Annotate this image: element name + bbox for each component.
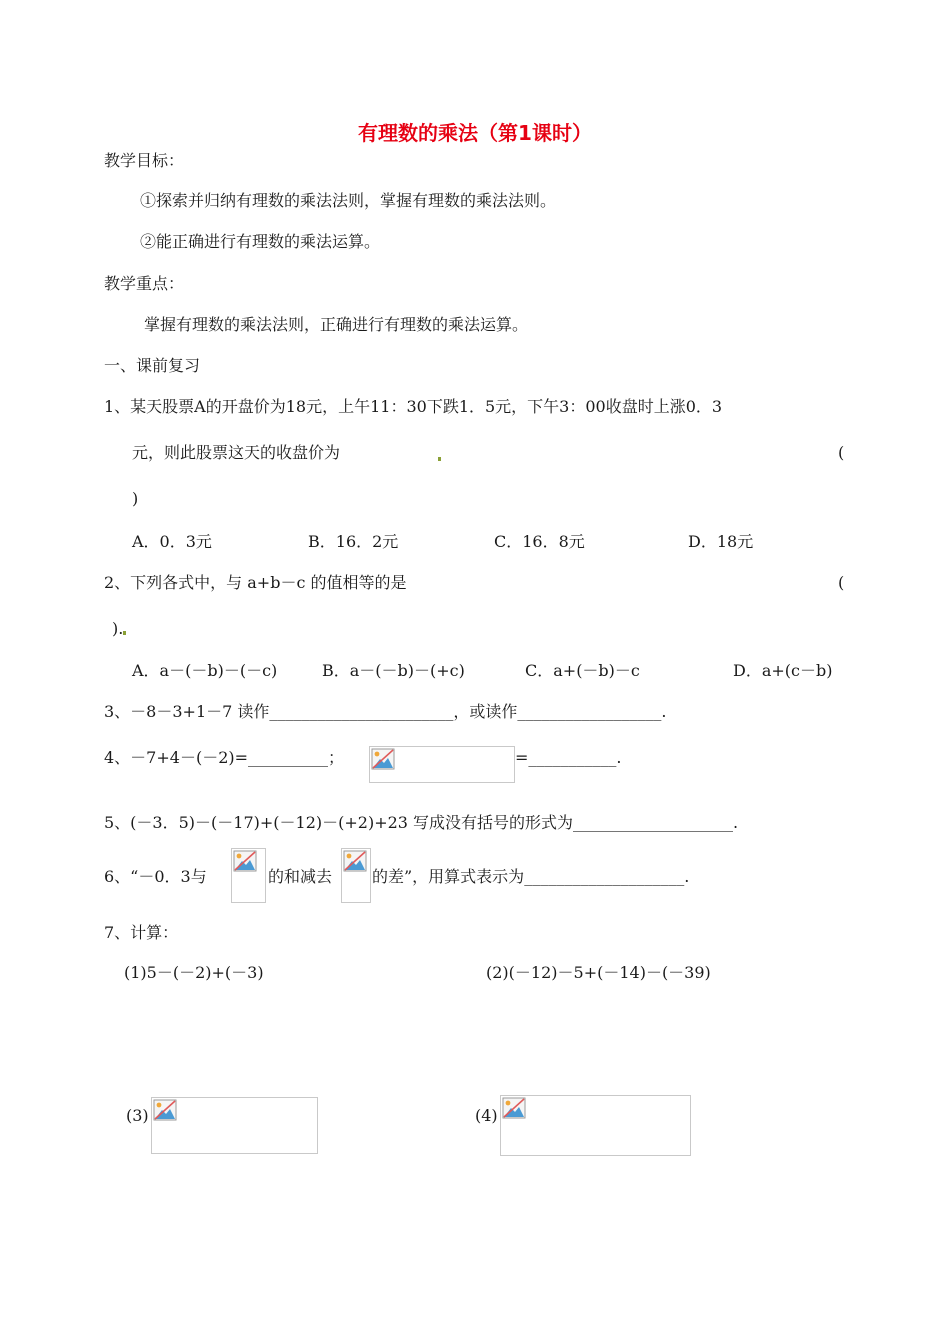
q4-blank-1: __________	[248, 748, 329, 767]
q3-blank-1: _______________________	[269, 702, 454, 721]
q7-heading: 7、计算：	[104, 923, 179, 942]
objectives-heading: 教学目标：	[104, 151, 185, 170]
section-heading-review: 一、课前复习	[104, 356, 201, 375]
q7-part-4-label: (4)	[475, 1106, 498, 1125]
q4-text: 4、－7+4－(－2)=	[104, 748, 249, 767]
q2-paren-close: ).	[112, 619, 124, 638]
q4-period: .	[616, 748, 622, 767]
q7-part-3-formula-image	[151, 1097, 318, 1154]
q2-option-b: B．a－(－b)－(+c)	[322, 661, 465, 680]
q3-period: .	[661, 702, 667, 721]
q4-blank-2: ___________	[528, 748, 617, 767]
q5-blank: ____________________	[573, 813, 734, 832]
objective-item-2: ②能正确进行有理数的乘法运算。	[140, 232, 381, 251]
objective-item-1: ①探索并归纳有理数的乘法法则，掌握有理数的乘法法则。	[140, 191, 557, 210]
q5-period: .	[733, 813, 739, 832]
broken-image-icon	[502, 1097, 526, 1119]
q7-part-2: (2)(－12)－5+(－14)－(－39)	[486, 963, 711, 982]
q6-formula-image-1	[231, 848, 266, 903]
q7-part-1: (1)5－(－2)+(－3)	[124, 963, 264, 982]
q4-line-left	[104, 748, 344, 768]
q3-line	[104, 702, 667, 722]
q2-stem: 2、下列各式中，与 a+b－c 的值相等的是	[104, 573, 407, 592]
q1-paren-close: )	[132, 489, 139, 508]
q1-paren-open: (	[838, 443, 845, 462]
q3-text-mid: ，或读作	[453, 702, 518, 721]
broken-image-icon	[343, 850, 367, 872]
q6-formula-image-2	[341, 848, 371, 903]
q2-option-d: D．a+(c－b)	[733, 661, 833, 680]
key-points-text: 掌握有理数的乘法法则，正确进行有理数的乘法运算。	[144, 315, 529, 334]
q6-line-end	[372, 867, 689, 887]
q5-text: 5、(－3．5)－(－17)+(－12)－(+2)+23 写成没有括号的形式为	[104, 813, 574, 832]
q6-text-mid: 的和减去	[268, 867, 333, 886]
broken-image-icon	[153, 1099, 177, 1121]
broken-image-icon	[371, 748, 395, 770]
q4-formula-image	[369, 746, 515, 783]
q4-line-right	[515, 748, 622, 768]
q2-option-c: C．a+(－b)－c	[525, 661, 640, 680]
q1-option-a: A．0．3元	[132, 532, 212, 551]
q1-option-c: C．16．8元	[494, 532, 585, 551]
q4-semicolon: ；	[328, 748, 345, 767]
q1-line1: 1、某天股票A的开盘价为18元，上午11：30下跌1．5元，下午3：00收盘时上涨0．3	[104, 397, 723, 416]
answer-mark-dot	[123, 631, 126, 635]
key-points-heading: 教学重点：	[104, 274, 185, 293]
q4-equals: =	[515, 748, 529, 767]
q6-period: .	[684, 867, 690, 886]
broken-image-icon	[233, 850, 257, 872]
q7-part-3-label: (3)	[126, 1106, 149, 1125]
q2-paren-open: (	[838, 573, 845, 592]
q7-part-4-formula-image	[500, 1095, 691, 1156]
q1-option-d: D．18元	[688, 532, 754, 551]
q3-blank-2: __________________	[517, 702, 662, 721]
q2-option-a: A．a－(－b)－(－c)	[132, 661, 278, 680]
q6-blank: ____________________	[524, 867, 685, 886]
answer-mark-dot	[438, 457, 441, 461]
q5-line	[104, 813, 738, 833]
q3-text: 3、－8－3+1－7 读作	[104, 702, 270, 721]
q6-text-start: 6、“－0．3与	[104, 867, 207, 886]
q6-text-post: 的差”，用算式表示为	[372, 867, 525, 886]
page-title: 有理数的乘法（第1课时）	[358, 121, 592, 145]
q1-line2: 元，则此股票这天的收盘价为	[132, 443, 341, 462]
q1-option-b: B．16．2元	[308, 532, 399, 551]
